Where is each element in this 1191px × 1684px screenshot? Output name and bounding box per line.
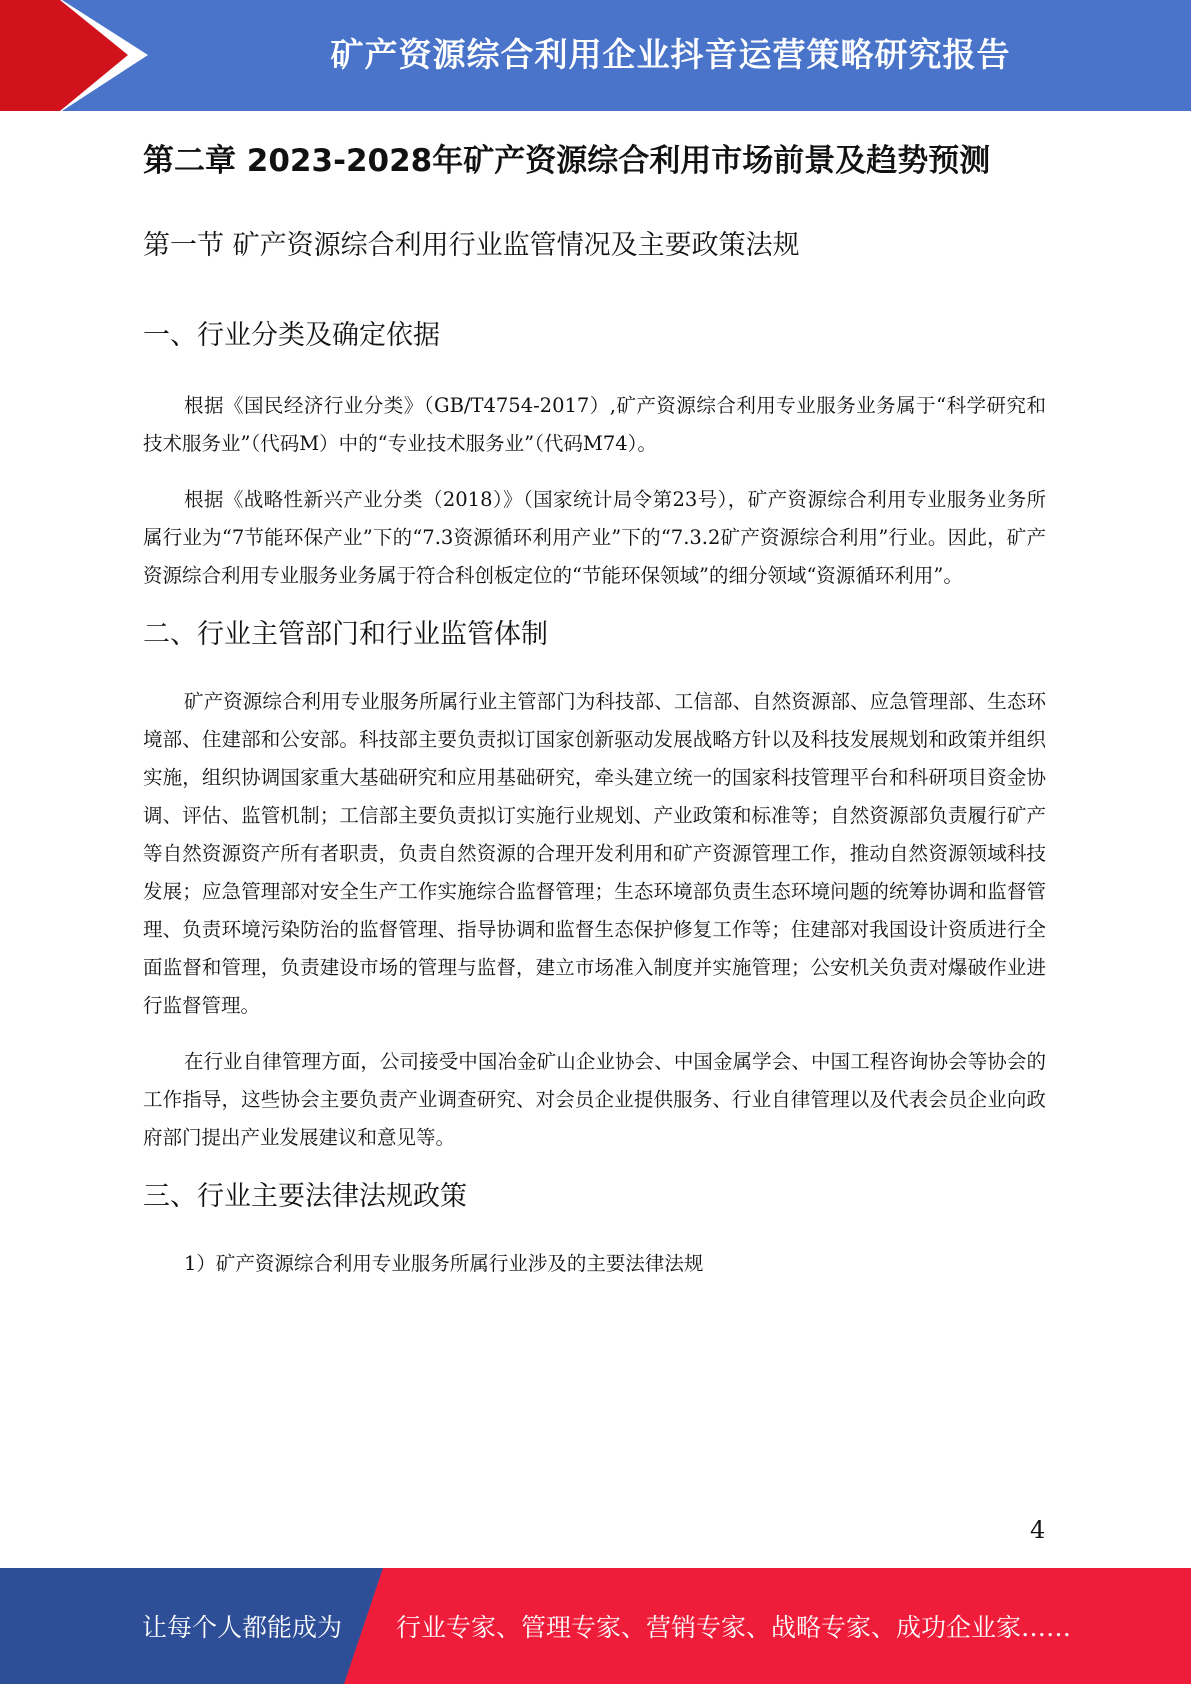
subsection-title: 二、行业主管部门和行业监管体制 <box>143 619 548 650</box>
chapter-title: 第二章 2023-2028年矿产资源综合利用市场前景及趋势预测 <box>143 143 991 179</box>
subsection-title: 三、行业主要法律法规政策 <box>143 1181 467 1212</box>
header-bar <box>0 0 1191 111</box>
footer-slogan-left: 让每个人都能成为 <box>142 1613 343 1642</box>
footer-banner <box>0 1568 1191 1684</box>
header-chevron-decoration <box>0 0 160 111</box>
paragraph: 根据《国民经济行业分类》（GB/T4754-2017）,矿产资源综合利用专业服务业务属于“科学研究和技术服务业”（代码M）中的“专业技术服务业”（代码M74）。 <box>143 394 1046 455</box>
section-title: 第一节 矿产资源综合利用行业监管情况及主要政策法规 <box>143 230 800 261</box>
paragraph: 在行业自律管理方面，公司接受中国冶金矿山企业协会、中国金属学会、中国工程咨询协会等协会的工作指导，这些协会主要负责产业调查研究、对会员企业提供服务、行业自律管理以及代表会员企业向政府部门提出产业发展建议和意见等。 <box>143 1050 1046 1149</box>
paragraph: 根据《战略性新兴产业分类（2018）》（国家统计局令第23号），矿产资源综合利用专业服务业务所属行业为“7节能环保产业”下的“7.3资源循环利用产业”下的“7.3.2矿产资源综合利用”行业。因此，矿产资源综合利用专业服务业务属于符合科创板定位的“节能环保领域”的细分领域“资源循环利用”。 <box>143 488 1046 587</box>
paragraph: 矿产资源综合利用专业服务所属行业主管部门为科技部、工信部、自然资源部、应急管理部、生态环境部、住建部和公安部。科技部主要负责拟订国家创新驱动发展战略方针以及科技发展规划和政策并组织实施，组织协调国家重大基础研究和应用基础研究，牵头建立统一的国家科技管理平台和科研项目资金协调、评估、监管机制；工信部主要负责拟订实施行业规划、产业政策和标准等；自然资源部负责履行矿产等自然资源资产所有者职责，负责自然资源的合理开发利用和矿产资源管理工作，推动自然资源领域科技发展；应急管理部对安全生产工作实施综合监督管理；生态环境部负责生态环境问题的统筹协调和监督管理、负责环境污染防治的监督管理、指导协调和监督生态保护修复工作等；住建部对我国设计资质进行全面监督和管理，负责建设市场的管理与监督，建立市场准入制度并实施管理；公安机关负责对爆破作业进行监督管理。 <box>143 690 1046 1017</box>
page-number: 4 <box>1030 1516 1046 1544</box>
report-title: 矿产资源综合利用企业抖音运营策略研究报告 <box>330 34 1011 74</box>
subsection-title: 一、行业分类及确定依据 <box>143 320 440 351</box>
footer-slogan-right: 行业专家、管理专家、营销专家、战略专家、成功企业家…… <box>396 1613 1072 1642</box>
list-item: 1）矿产资源综合利用专业服务所属行业涉及的主要法律法规 <box>184 1252 704 1275</box>
page-content <box>143 140 1046 1283</box>
